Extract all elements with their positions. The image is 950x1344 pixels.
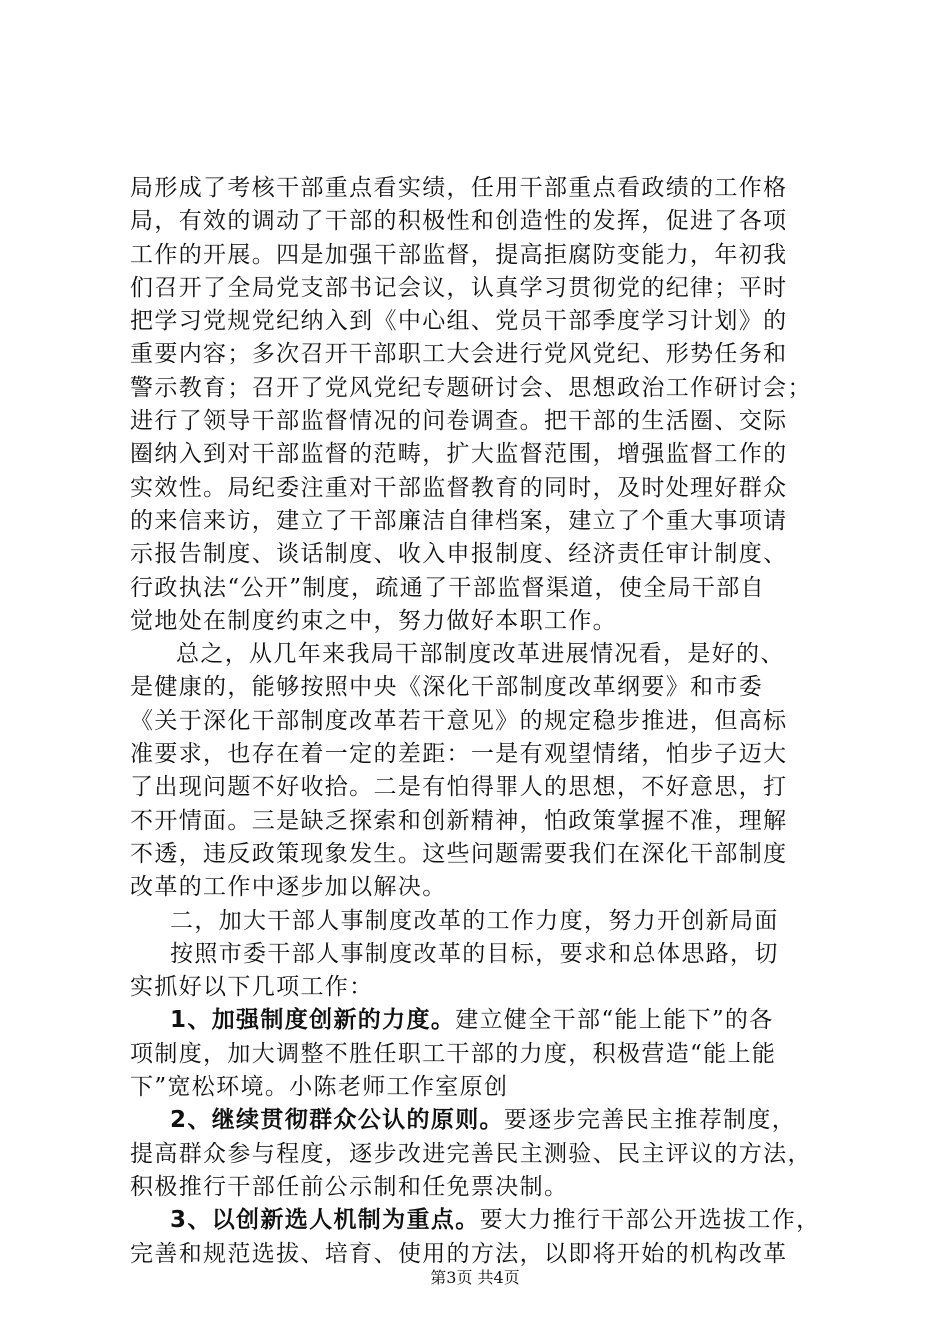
text-line: 准要求，也存在着一定的差距：一是有观望情绪，怕步子迈大 (130, 741, 788, 768)
text-line: 完善和规范选拔、培育、使用的方法，以即将开始的机构改革 (130, 1240, 788, 1267)
text-line: 了出现问题不好收拾。二是有怕得罪人的思想，不好意思，打 (130, 774, 788, 801)
text-line: 局，有效的调动了干部的积极性和创造性的发挥，促进了各项 (130, 208, 788, 235)
text-line: 行政执法“公开”制度，疏通了干部监督渠道，使全局干部自 (130, 574, 765, 601)
text-line: 们召开了全局党支部书记会议，认真学习贯彻党的纪律；平时 (130, 274, 788, 301)
text-line: 进行了领导干部监督情况的问卷调查。把干部的生活圈、交际 (130, 408, 788, 435)
text-line: 实效性。局纪委注重对干部监督教育的同时，及时处理好群众 (130, 474, 788, 501)
text-line: 是健康的，能够按照中央《深化干部制度改革纲要》和市委 (130, 674, 764, 701)
page-number-footer: 第3页 共4页 (430, 1268, 520, 1287)
text-line: 圈纳入到对干部监督的范畴，扩大监督范围，增强监督工作的 (130, 441, 788, 468)
text-line: 工作的开展。四是加强干部监督，提高拒腐防变能力，年初我 (130, 241, 788, 268)
paragraph-start-line: 总之，从几年来我局干部制度改革进展情况看，是好的、 (176, 641, 785, 668)
text-line: 提高群众参与程度，逐步改进完善民主测验、民主评议的方法， (130, 1140, 812, 1167)
text-line: 《关于深化干部制度改革若干意见》的规定稳步推进，但高标 (130, 707, 788, 734)
numbered-item-line (130, 1204, 830, 1237)
text-line: 把学习党规党纪纳入到《中心组、党员干部季度学习计划》的 (130, 308, 788, 335)
text-line: 下”宽松环境。小陈老师工作室原创 (130, 1074, 509, 1101)
item-text: 要大力推行干部公开选拔工作， (479, 1207, 821, 1234)
paragraph-start-line: 按照市委干部人事制度改革的目标，要求和总体思路，切 (170, 940, 779, 967)
text-line: 重要内容；多次召开干部职工大会进行党风党纪、形势任务和 (130, 341, 788, 368)
text-line: 改革的工作中逐步加以解决。 (130, 874, 447, 901)
text-line: 不开情面。三是缺乏探索和创新精神，怕政策掌握不准，理解 (130, 807, 788, 834)
section-heading: 二，加大干部人事制度改革的工作力度，努力开创新局面 (170, 907, 779, 934)
text-line: 警示教育；召开了党风党纪专题研讨会、思想政治工作研讨会； (130, 374, 812, 401)
numbered-item-line (130, 1004, 830, 1037)
document-body (130, 172, 830, 1271)
item-text: 建立健全干部“能上能下”的各 (455, 1007, 774, 1034)
item-heading: 2、继续贯彻群众公认的原则。 (170, 1107, 504, 1134)
text-line: 觉地处在制度约束之中，努力做好本职工作。 (130, 607, 617, 634)
text-line: 示报告制度、谈话制度、收入申报制度、经济责任审计制度、 (130, 541, 788, 568)
text-line: 项制度，加大调整不胜任职工干部的力度，积极营造“能上能 (130, 1040, 777, 1067)
item-heading: 1、加强制度创新的力度。 (170, 1007, 456, 1034)
numbered-item-line (130, 1104, 830, 1137)
item-text: 要逐步完善民主推荐制度， (503, 1107, 797, 1134)
text-line: 的来信来访，建立了干部廉洁自律档案，建立了个重大事项请 (130, 507, 788, 534)
item-heading: 3、以创新选人机制为重点。 (170, 1207, 480, 1234)
text-line: 实抓好以下几项工作： (130, 974, 374, 1001)
text-line: 局形成了考核干部重点看实绩，任用干部重点看政绩的工作格 (130, 175, 788, 201)
text-line: 不透，违反政策现象发生。这些问题需要我们在深化干部制度 (130, 840, 788, 867)
text-line: 积极推行干部任前公示制和任免票决制。 (130, 1173, 569, 1200)
